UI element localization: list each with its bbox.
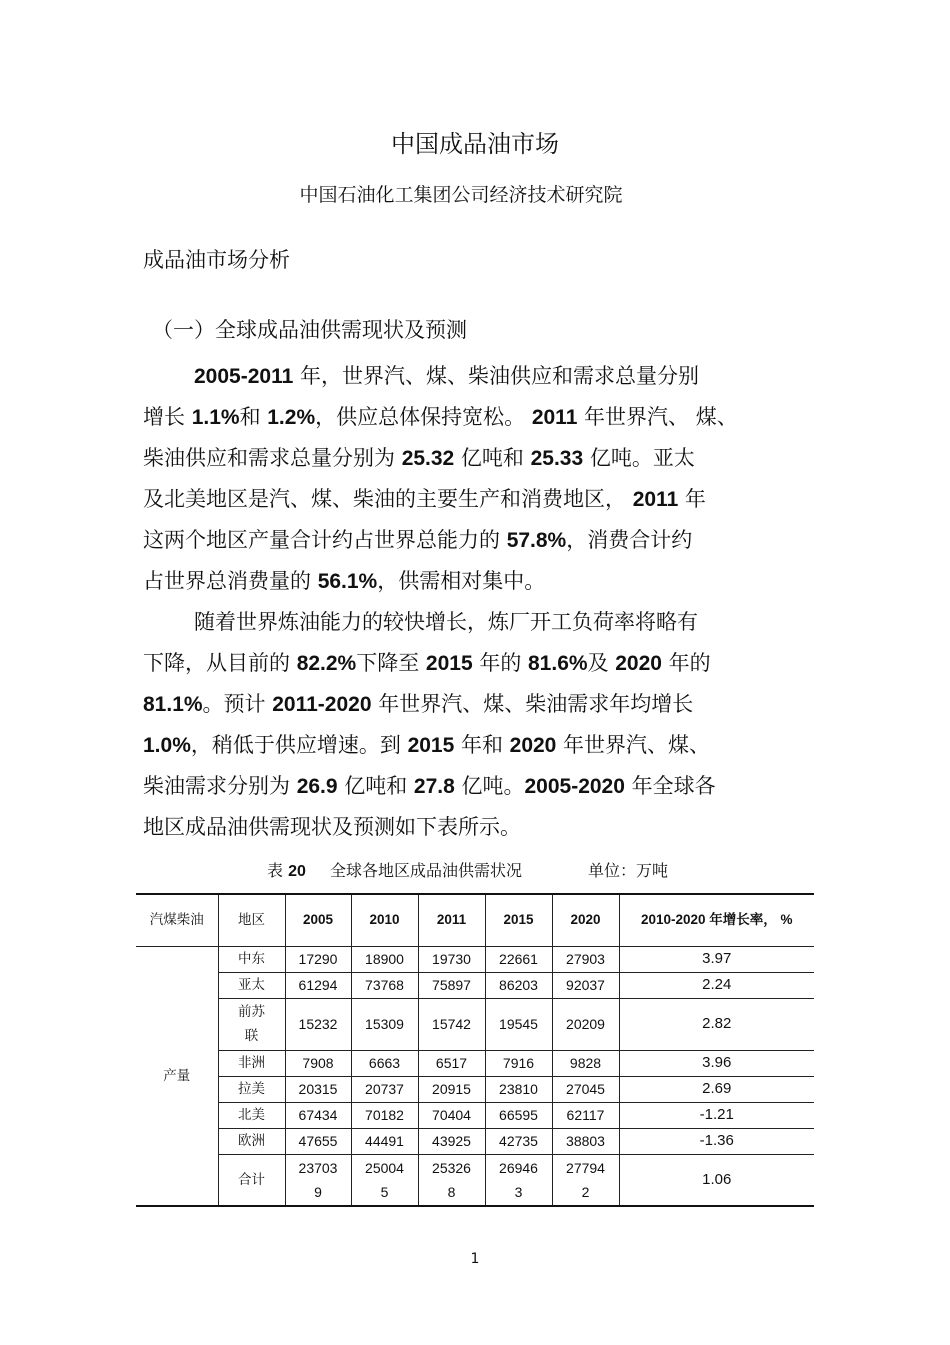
table-row — [136, 1076, 814, 1102]
table-row-total — [136, 1154, 814, 1206]
value-cell: 15742 — [418, 998, 485, 1050]
page-number: 1 — [470, 1251, 480, 1267]
value-cell: 19730 — [418, 946, 485, 972]
header-2011: 2011 — [418, 894, 485, 946]
region-cell: 合计 — [218, 1154, 285, 1206]
section-heading: 成品油市场分析 — [143, 248, 290, 272]
caption-label: 表 20 — [267, 861, 306, 880]
value-cell: 38803 — [552, 1128, 619, 1154]
value-cell: 20915 — [418, 1076, 485, 1102]
growth-cell: 2.69 — [619, 1076, 814, 1102]
value-cell: 7916 — [485, 1050, 552, 1076]
header-2010: 2010 — [351, 894, 418, 946]
para1-line5: 这两个地区产量合计约占世界总能力的 57.8%，消费合计约 — [143, 528, 693, 552]
value-cell: 75897 — [418, 972, 485, 998]
value-cell: 70182 — [351, 1102, 418, 1128]
value-cell: 23810 — [485, 1076, 552, 1102]
para2-line3: 81.1%。预计 2011-2020 年世界汽、煤、柴油需求年均增长 — [143, 692, 694, 716]
para2-line4: 1.0%，稍低于供应增速。到 2015 年和 2020 年世界汽、煤、 — [143, 733, 711, 757]
caption-unit: 单位：万吨 — [588, 861, 669, 880]
header-2020: 2020 — [552, 894, 619, 946]
value-cell: 15309 — [351, 998, 418, 1050]
growth-cell: 2.24 — [619, 972, 814, 998]
subsection-heading: （一）全球成品油供需现状及预测 — [152, 318, 467, 342]
region-cell: 亚太 — [218, 972, 285, 998]
para2-line1: 随着世界炼油能力的较快增长，炼厂开工负荷率将略有 — [194, 610, 698, 634]
value-cell: 9828 — [552, 1050, 619, 1076]
growth-cell: 3.97 — [619, 946, 814, 972]
para1-line2: 增长 1.1%和 1.2%，供应总体保持宽松。 2011 年世界汽、 煤、 — [143, 405, 738, 429]
para2-line5: 柴油需求分别为 26.9 亿吨和 27.8 亿吨。2005-2020 年全球各 — [143, 774, 716, 798]
header-product: 汽煤柴油 — [136, 894, 218, 946]
header-region: 地区 — [218, 894, 285, 946]
caption-text: 全球各地区成品油供需状况 — [330, 861, 523, 880]
region-cell: 非洲 — [218, 1050, 285, 1076]
table-row — [136, 1050, 814, 1076]
region-cell: 拉美 — [218, 1076, 285, 1102]
value-cell: 250045 — [351, 1154, 418, 1206]
value-cell: 27903 — [552, 946, 619, 972]
region-cell: 北美 — [218, 1102, 285, 1128]
region-cell: 欧洲 — [218, 1128, 285, 1154]
table-row — [136, 946, 814, 972]
value-cell: 269463 — [485, 1154, 552, 1206]
value-cell: 47655 — [285, 1128, 351, 1154]
header-2005: 2005 — [285, 894, 351, 946]
region-cell: 前苏联 — [218, 998, 285, 1050]
value-cell: 6663 — [351, 1050, 418, 1076]
value-cell: 6517 — [418, 1050, 485, 1076]
value-cell: 86203 — [485, 972, 552, 998]
value-cell: 277942 — [552, 1154, 619, 1206]
para2-line6: 地区成品油供需现状及预测如下表所示。 — [143, 815, 521, 839]
growth-cell: 1.06 — [619, 1154, 814, 1206]
value-cell: 17290 — [285, 946, 351, 972]
para1-line6: 占世界总消费量的 56.1%，供需相对集中。 — [143, 569, 546, 593]
value-cell: 73768 — [351, 972, 418, 998]
document-subtitle: 中国石油化工集团公司经济技术研究院 — [299, 184, 623, 206]
value-cell: 27045 — [552, 1076, 619, 1102]
value-cell: 70404 — [418, 1102, 485, 1128]
growth-cell: 2.82 — [619, 998, 814, 1050]
value-cell: 62117 — [552, 1102, 619, 1128]
table-row — [136, 1102, 814, 1128]
document-title: 中国成品油市场 — [391, 130, 559, 158]
growth-cell: 3.96 — [619, 1050, 814, 1076]
value-cell: 20315 — [285, 1076, 351, 1102]
growth-cell: -1.36 — [619, 1128, 814, 1154]
region-cell: 中东 — [218, 946, 285, 972]
growth-cell: -1.21 — [619, 1102, 814, 1128]
table-row — [136, 972, 814, 998]
value-cell: 61294 — [285, 972, 351, 998]
value-cell: 43925 — [418, 1128, 485, 1154]
value-cell: 7908 — [285, 1050, 351, 1076]
value-cell: 44491 — [351, 1128, 418, 1154]
value-cell: 42735 — [485, 1128, 552, 1154]
header-2015: 2015 — [485, 894, 552, 946]
table-row — [136, 998, 814, 1050]
value-cell: 67434 — [285, 1102, 351, 1128]
value-cell: 20737 — [351, 1076, 418, 1102]
header-growth: 2010-2020 年增长率， % — [619, 894, 814, 946]
value-cell: 66595 — [485, 1102, 552, 1128]
category-cell: 产量 — [136, 946, 218, 1206]
value-cell: 19545 — [485, 998, 552, 1050]
value-cell: 20209 — [552, 998, 619, 1050]
value-cell: 18900 — [351, 946, 418, 972]
supply-demand-table — [136, 893, 814, 1207]
table-row — [136, 1128, 814, 1154]
para2-line2: 下降，从目前的 82.2%下降至 2015 年的 81.6%及 2020 年的 — [143, 651, 711, 675]
value-cell: 92037 — [552, 972, 619, 998]
value-cell: 253268 — [418, 1154, 485, 1206]
para1-line3: 柴油供应和需求总量分别为 25.32 亿吨和 25.33 亿吨。亚太 — [143, 446, 695, 470]
table-header-row — [136, 894, 814, 946]
value-cell: 22661 — [485, 946, 552, 972]
value-cell: 237039 — [285, 1154, 351, 1206]
value-cell: 15232 — [285, 998, 351, 1050]
para1-line1: 2005-2011 年，世界汽、煤、柴油供应和需求总量分别 — [194, 364, 699, 388]
para1-line4: 及北美地区是汽、煤、柴油的主要生产和消费地区， 2011 年 — [143, 487, 706, 511]
